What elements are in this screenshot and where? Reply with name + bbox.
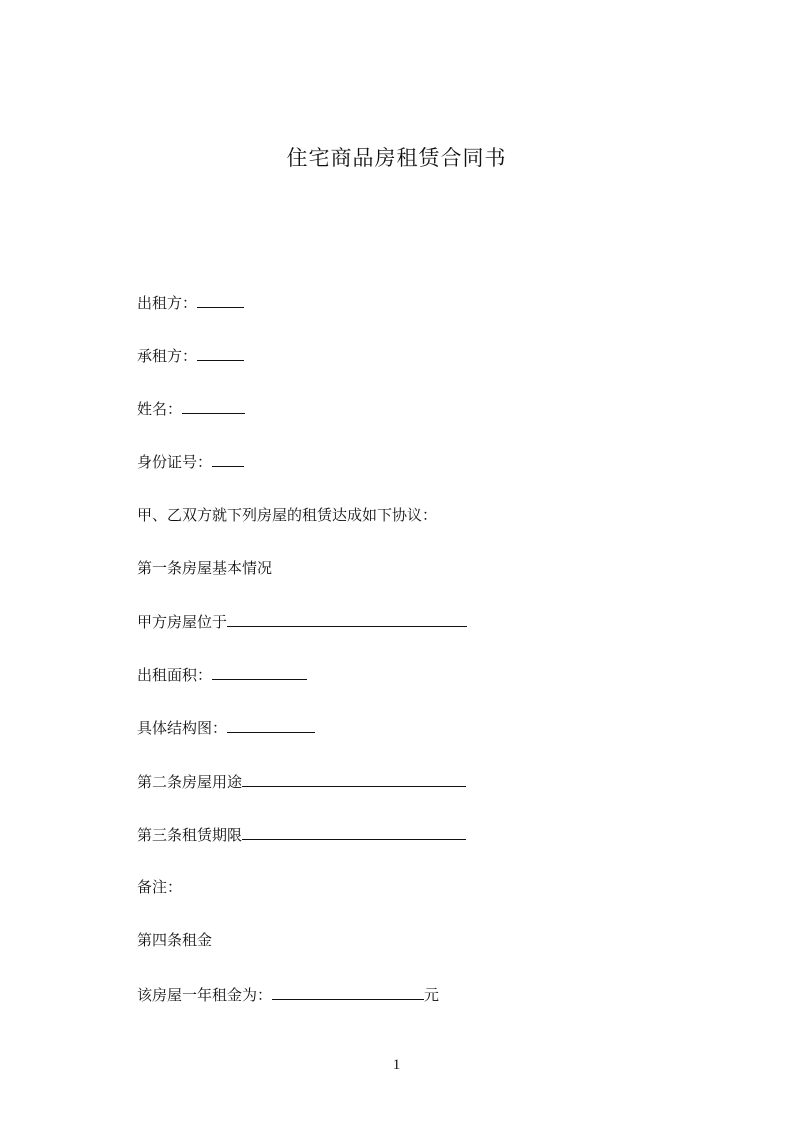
id-number-line — [137, 451, 244, 472]
structure-diagram-blank[interactable] — [227, 717, 315, 733]
article-4-text: 第四条租金 — [137, 931, 213, 949]
lessee-blank[interactable] — [197, 345, 244, 361]
property-location-label: 甲方房屋位于 — [137, 613, 228, 631]
document-title: 住宅商品房租赁合同书 — [286, 146, 507, 170]
rental-area-blank[interactable] — [212, 664, 307, 680]
lessee-label: 承租方： — [137, 347, 198, 365]
lessor-label: 出租方： — [137, 294, 198, 312]
structure-diagram-line — [137, 717, 315, 738]
article-2-line — [137, 771, 466, 792]
article-1-heading — [137, 558, 272, 578]
name-line — [137, 398, 245, 419]
property-use-blank[interactable] — [242, 771, 466, 787]
property-location-blank[interactable] — [227, 611, 467, 627]
rental-area-line — [137, 664, 307, 685]
article-4-heading — [137, 930, 212, 950]
structure-diagram-label: 具体结构图： — [137, 719, 228, 737]
name-blank[interactable] — [182, 398, 245, 414]
article-3-line — [137, 824, 466, 845]
annual-rent-blank[interactable] — [272, 984, 424, 1000]
article-1-text: 第一条房屋基本情况 — [137, 559, 273, 577]
remarks-label: 备注： — [137, 878, 183, 896]
agreement-intro-line — [137, 505, 437, 525]
id-number-label: 身份证号： — [137, 453, 213, 471]
agreement-intro-text: 甲、乙双方就下列房屋的租赁达成如下协议： — [137, 506, 438, 524]
lessee-line — [137, 345, 244, 366]
currency-unit: 元 — [424, 986, 440, 1004]
annual-rent-line — [137, 984, 439, 1005]
lessor-line — [137, 292, 244, 313]
annual-rent-label: 该房屋一年租金为： — [137, 986, 273, 1004]
article-3-label: 第三条租赁期限 — [137, 826, 243, 844]
remarks-line — [137, 877, 182, 897]
lessor-blank[interactable] — [197, 292, 244, 308]
page-number: 1 — [392, 1057, 401, 1073]
id-number-blank[interactable] — [212, 451, 244, 467]
property-location-line — [137, 611, 467, 632]
article-2-label: 第二条房屋用途 — [137, 773, 243, 791]
lease-term-blank[interactable] — [242, 824, 466, 840]
rental-area-label: 出租面积： — [137, 666, 213, 684]
name-label: 姓名： — [137, 400, 183, 418]
